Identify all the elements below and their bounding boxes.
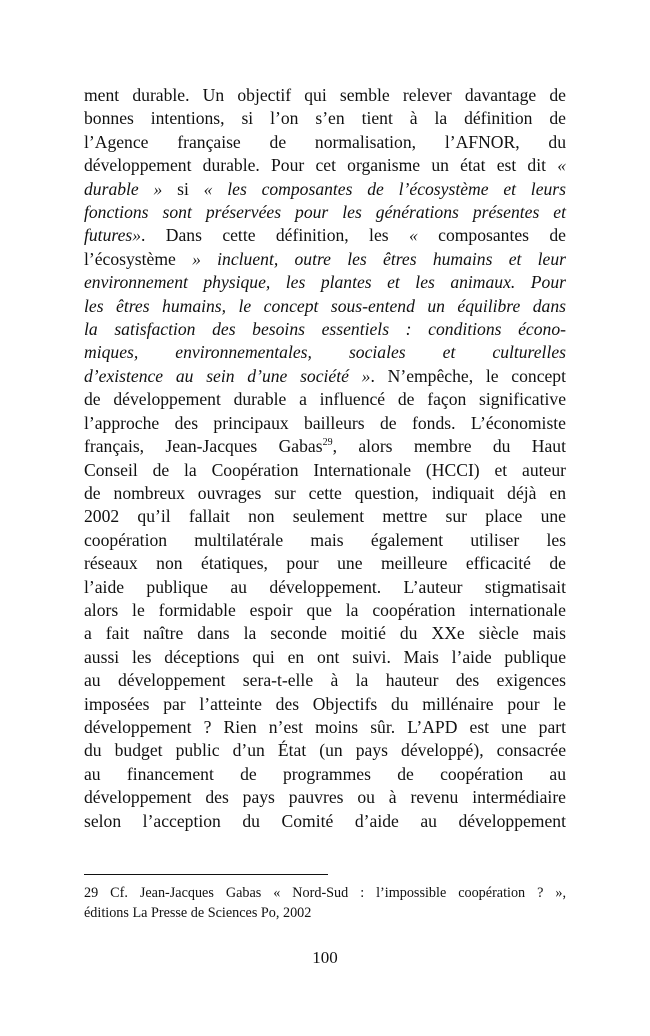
footnote-separator bbox=[84, 874, 328, 875]
text-run: développement durable. Pour cet organisme un état est dit bbox=[84, 155, 558, 176]
text-line: au développement sera-t-elle à la hauteur des exigences bbox=[84, 670, 566, 691]
page-number: 100 bbox=[312, 948, 338, 967]
text-line bbox=[84, 365, 566, 388]
text-line: de développement durable a influencé de façon significative bbox=[84, 389, 566, 410]
footnote-line: éditions La Presse de Sciences Po, 2002 bbox=[84, 905, 312, 921]
text-run: l’écosystème bbox=[84, 248, 193, 269]
text-line: l’aide publique au développement. L’auteur stigmatisait bbox=[84, 576, 566, 597]
text-line: selon l’acception du Comité d’aide au développement bbox=[84, 810, 566, 831]
text-line bbox=[84, 178, 566, 201]
italic-run: « bbox=[557, 155, 566, 176]
italic-run: la satisfaction des besoins essentiels : conditions écono- bbox=[84, 319, 566, 340]
italic-run: les êtres humains, le concept sous-entend un équilibre dans bbox=[84, 295, 566, 316]
text-line: de nombreux ouvrages sur cette question, indiquait déjà en bbox=[84, 482, 566, 503]
text-line bbox=[84, 154, 566, 177]
italic-run: futures» bbox=[84, 225, 142, 246]
text-line bbox=[84, 435, 566, 458]
italic-run: « les composantes de l’écosystème et leurs bbox=[203, 178, 566, 199]
text-line: développement ? Rien n’est moins sûr. L’APD est une part bbox=[84, 716, 566, 737]
text-line: aussi les déceptions qui en ont suivi. Mais l’aide publique bbox=[84, 646, 566, 667]
text-line: du budget public d’un État (un pays développé), consacrée bbox=[84, 740, 566, 761]
footnote-reference[interactable]: 29 bbox=[322, 437, 333, 449]
italic-run: durable » bbox=[84, 178, 163, 199]
body-paragraph bbox=[84, 84, 566, 833]
footnote-line: 29 Cf. Jean-Jacques Gabas « Nord-Sud : l’impossible coopération ? », bbox=[84, 885, 566, 901]
page-body bbox=[84, 84, 566, 833]
text-line: a fait naître dans la seconde moitié du XXe siècle mais bbox=[84, 623, 566, 644]
text-run: si bbox=[162, 178, 204, 199]
text-line: alors le formidable espoir que la coopération internationale bbox=[84, 599, 566, 620]
text-line: l’approche des principaux bailleurs de fonds. L’économiste bbox=[84, 412, 566, 433]
text-line bbox=[84, 271, 566, 294]
italic-run: fonctions sont préservées pour les générations présentes et bbox=[84, 202, 566, 223]
text-line: imposées par l’atteinte des Objectifs du millénaire pour le bbox=[84, 693, 566, 714]
text-line: ment durable. Un objectif qui semble relever davantage de bbox=[84, 85, 566, 105]
text-run: . Dans cette définition, les bbox=[141, 225, 409, 246]
italic-run: « bbox=[408, 225, 418, 246]
text-line: Conseil de la Coopération Internationale (HCCI) et auteur bbox=[84, 459, 566, 480]
text-line bbox=[84, 248, 566, 271]
text-line bbox=[84, 295, 566, 318]
text-line bbox=[84, 224, 566, 247]
text-line: réseaux non étatiques, pour une meilleure efficacité de bbox=[84, 553, 566, 574]
italic-run: environnement physique, les plantes et les animaux. Pour bbox=[84, 272, 566, 293]
text-line: développement des pays pauvres ou à revenu intermédiaire bbox=[84, 787, 566, 808]
text-run: composantes de bbox=[417, 225, 566, 246]
footnote bbox=[84, 883, 566, 923]
text-line: 2002 qu’il fallait non seulement mettre sur place une bbox=[84, 506, 566, 527]
text-run: . N’empêche, le concept bbox=[370, 365, 566, 386]
text-run: français, Jean-Jacques Gabas bbox=[84, 436, 323, 457]
text-run: , alors membre du Haut bbox=[332, 436, 566, 457]
text-line bbox=[84, 341, 566, 364]
italic-run: d’existence au sein d’une société » bbox=[84, 365, 371, 386]
text-line bbox=[84, 318, 566, 341]
text-line: au financement de programmes de coopération au bbox=[84, 763, 566, 784]
text-line: bonnes intentions, si l’on s’en tient à la définition de bbox=[84, 108, 566, 129]
text-line bbox=[84, 201, 566, 224]
text-line: l’Agence française de normalisation, l’AFNOR, du bbox=[84, 131, 566, 152]
italic-run: miques, environnementales, sociales et culturelles bbox=[84, 342, 566, 363]
italic-run: » incluent, outre les êtres humains et leur bbox=[192, 248, 566, 269]
text-line: coopération multilatérale mais également utiliser les bbox=[84, 529, 566, 550]
